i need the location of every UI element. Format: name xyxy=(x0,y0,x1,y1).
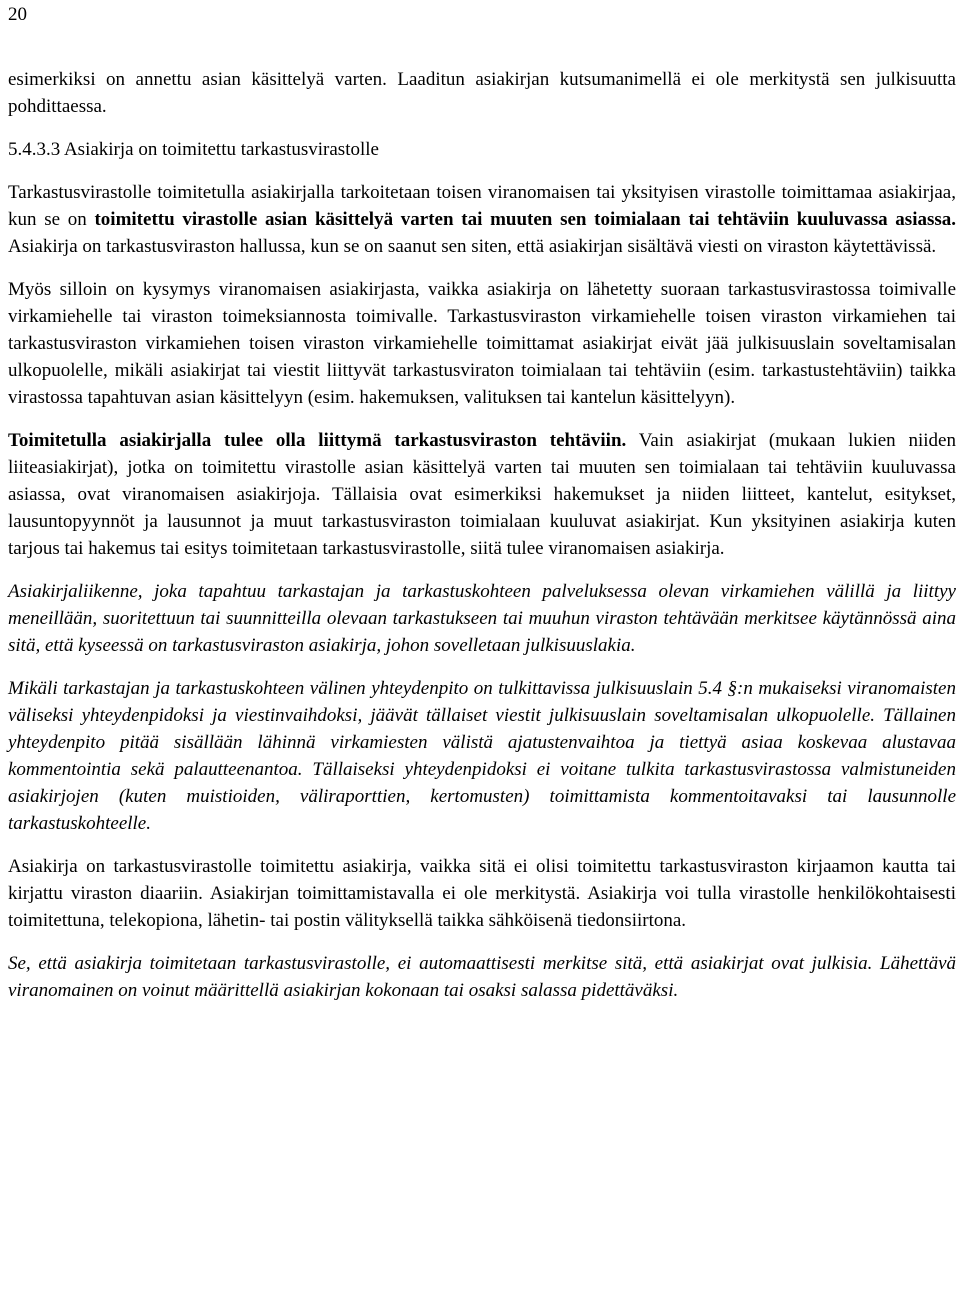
paragraph-relation xyxy=(8,427,956,562)
section-heading: 5.4.3.3 Asiakirja on toimitettu tarkastusvirastolle xyxy=(8,139,379,160)
paragraph-definition-bold: toimitettu virastolle asian käsittelyä varten tai muuten sen toimialaan tai tehtäviin kuuluvassa asiassa. xyxy=(94,209,957,230)
paragraph-definition-text-a: Tarkastusvirastolle toimitetulla asiakirjalla tarkoitetaan toisen viranomaisen tai yksityisen virastolle toimittamaa asiakirjaa, kun se on xyxy=(8,182,956,230)
paragraph-definition-text-c: Asiakirja on tarkastusviraston hallussa, kun se on saanut sen siten, että asiakirjan sisältävä viesti on viraston käytettävissä. xyxy=(8,236,937,257)
document-body xyxy=(8,66,956,1020)
paragraph-communication: Mikäli tarkastajan ja tarkastuskohteen välinen yhteydenpito on tulkittavissa julkisuuslain 5.4 §:n mukaiseksi viranomaisten väliseksi yhteydenpidoksi ja viestinvaihdoksi, jäävät tällaiset viestit julkisuuslain soveltamisalan ulkopuolelle. Tällainen yhteydenpito pitää sisällään lähinnä virkamiesten välistä ajatustenvaihtoa ja tiettyä asiaa koskevaa alustavaa kommentointia sekä palautteenantoa. Tällaiseksi yhteydenpidoksi ei voitane tulkita tarkastusvirastossa valmistuneiden asiakirjojen (kuten muistioiden, väliraporttien, kertomusten) toimittamista kommentoitavaksi tai lausunnolle tarkastuskohteelle. xyxy=(8,678,956,834)
paragraph-intro: esimerkiksi on annettu asian käsittelyä varten. Laaditun asiakirjan kutsumanimellä ei ole merkitystä sen julkisuutta pohdittaessa. xyxy=(8,69,956,117)
paragraph-relation-text: Vain asiakirjat (mukaan lukien niiden liiteasiakirjat), jotka on toimitettu virastolle asian käsittelyä varten tai muuten sen toimialaan tai tehtäviin kuuluvassa asiassa, ovat viranomaisen asiakirjoja. Tällaisia ovat esimerkiksi hakemukset ja niiden liitteet, kantelut, esitykset, lausuntopyynnöt ja lausunnot ja muut tarkastusviraston toimialaan kuuluvat asiakirjat. Kun yksityinen asiakirja kuten tarjous tai hakemus tai esitys toimitetaan tarkastusvirastolle, siitä tulee viranomaisen asiakirja. xyxy=(8,430,956,559)
paragraph-official-document: Myös silloin on kysymys viranomaisen asiakirjasta, vaikka asiakirja on lähetetty suoraan tarkastusvirastossa toimivalle virkamiehelle tai viraston toimeksiannosta toimivalle. Tarkastusviraston virkamiehelle toisen viraston virkamiehen tai tarkastusviraston virkamiehen toisen viraston virkamiehelle toimittamat asiakirjat eivät jää julkisuuslain soveltamisalan ulkopuolelle, mikäli asiakirjat tai viestit liittyvät tarkastusviraton toimialaan tai tehtäviin (esim. tarkastustehtäviin) taikka virastossa tapahtuvan asian käsittelyyn (esim. hakemuksen, valituksen tai kantelun käsittelyyn). xyxy=(8,279,956,408)
paragraph-confidentiality: Se, että asiakirja toimitetaan tarkastusvirastolle, ei automaattisesti merkitse sitä, että asiakirjat ovat julkisia. Lähettävä viranomainen on voinut määrittellä asiakirjan kokonaan tai osaksi salassa pidettäväksi. xyxy=(8,953,956,1001)
paragraph-definition xyxy=(8,179,956,260)
page-number: 20 xyxy=(8,4,27,25)
paragraph-relation-bold: Toimitetulla asiakirjalla tulee olla liittymä tarkastusviraston tehtäviin. xyxy=(8,430,627,451)
paragraph-delivery: Asiakirja on tarkastusvirastolle toimitettu asiakirja, vaikka sitä ei olisi toimitettu tarkastusviraston kirjaamon kautta tai kirjattu viraston diaariin. Asiakirjan toimittamistavalla ei ole merkitystä. Asiakirja voi tulla virastolle henkilökohtaisesti toimitettuna, telekopiona, lähetin- tai postin välityksellä taikka sähköisenä tiedonsiirtona. xyxy=(8,856,956,931)
paragraph-document-traffic: Asiakirjaliikenne, joka tapahtuu tarkastajan ja tarkastuskohteen palveluksessa olevan virkamiehen välillä ja liittyy meneillään, suoritettuun tai suunnitteilla olevaan tarkastukseen tai muuhun viraston tehtävään merkitsee käytännössä aina sitä, että kyseessä on tarkastusviraston asiakirja, johon sovelletaan julkisuuslakia. xyxy=(8,581,956,656)
